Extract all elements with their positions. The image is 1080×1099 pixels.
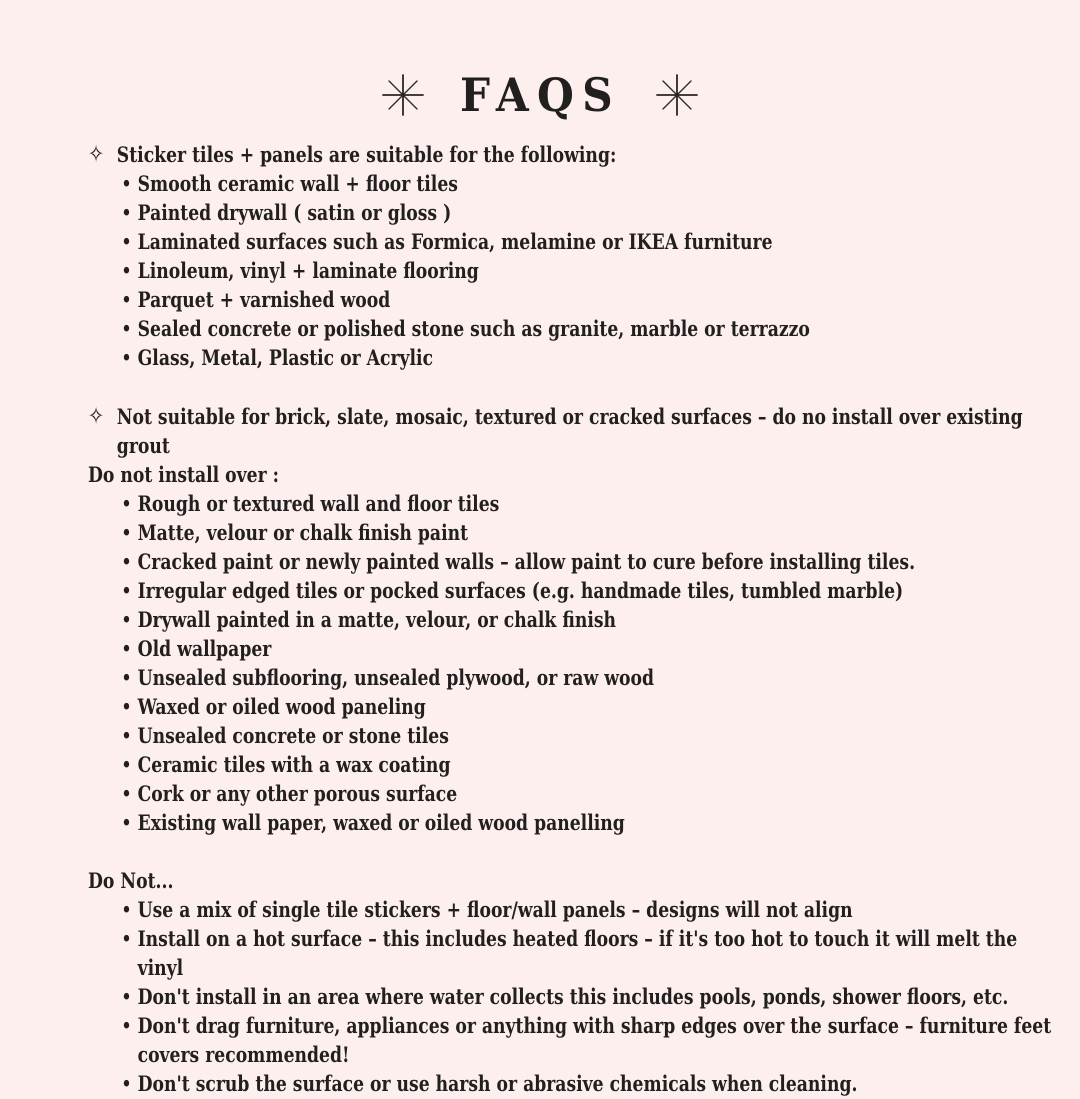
list-item-text: Smooth ceramic wall + floor tiles	[137, 172, 458, 197]
list-item-text: Unsealed subflooring, unsealed plywood, or raw wood	[137, 666, 655, 691]
bullet-icon: •	[121, 522, 132, 544]
section-heading: Sticker tiles + panels are suitable for the following:	[116, 143, 617, 168]
list-item-text: Matte, velour or chalk finish paint	[137, 521, 469, 546]
list-item-text: Rough or textured wall and floor tiles	[137, 492, 500, 517]
list-item-text: Laminated surfaces such as Formica, melamine or IKEA furniture	[137, 230, 773, 255]
list-item-text: Drywall painted in a matte, velour, or chalk finish	[137, 608, 617, 633]
bullet-icon: •	[121, 638, 132, 660]
list-item	[122, 606, 1060, 635]
bullet-icon: •	[121, 289, 132, 311]
list-item	[122, 925, 1060, 983]
list-item-text: Waxed or oiled wood paneling	[137, 695, 426, 720]
bullet-icon: •	[121, 202, 132, 224]
bullet-icon: •	[121, 696, 132, 718]
list-item	[122, 809, 1060, 838]
bullet-icon: •	[121, 754, 132, 776]
list-item	[122, 199, 1060, 228]
bullet-icon: •	[121, 173, 132, 195]
list-item	[122, 983, 1060, 1012]
list-item	[122, 344, 1060, 373]
bullet-icon: •	[121, 928, 132, 950]
bullet-icon: •	[121, 1015, 132, 1037]
list-item-text: Ceramic tiles with a wax coating	[137, 753, 451, 778]
list-item-text: Sealed concrete or polished stone such as granite, marble or terrazzo	[137, 317, 810, 342]
list-item-text: Irregular edged tiles or pocked surfaces (e.g. handmade tiles, tumbled marble)	[137, 579, 904, 604]
list-item	[122, 257, 1060, 286]
list-item-text: Glass, Metal, Plastic or Acrylic	[137, 346, 434, 371]
list-item-text: Parquet + varnished wood	[137, 288, 391, 313]
list-item-text: Existing wall paper, waxed or oiled wood panelling	[137, 811, 625, 836]
section-heading-row	[88, 402, 1060, 461]
list-item	[122, 1012, 1060, 1070]
sparkle-icon	[655, 73, 699, 117]
list-item	[122, 315, 1060, 344]
list-item	[122, 722, 1060, 751]
bullet-icon: •	[121, 493, 132, 515]
list-item-text: Painted drywall ( satin or gloss )	[137, 201, 452, 226]
list-item	[122, 228, 1060, 257]
title-row	[0, 0, 1080, 122]
section-heading: Do Not...	[88, 869, 174, 894]
list-item	[122, 1070, 1060, 1099]
bullet-icon: •	[121, 318, 132, 340]
bullet-icon: •	[121, 231, 132, 253]
diamond-icon: ✧	[88, 402, 105, 430]
list-item-text: Install on a hot surface – this includes heated floors – if it's too hot to touch it will melt the vinyl	[137, 927, 1018, 981]
diamond-icon: ✧	[88, 140, 105, 168]
bullet-icon: •	[121, 1073, 132, 1095]
list-item-text: Unsealed concrete or stone tiles	[137, 724, 449, 749]
list-item-text: Cracked paint or newly painted walls – allow paint to cure before installing tiles.	[137, 550, 916, 575]
bullet-icon: •	[121, 551, 132, 573]
list-item-text: Don't scrub the surface or use harsh or abrasive chemicals when cleaning.	[137, 1072, 858, 1097]
list-item	[122, 635, 1060, 664]
list-item	[122, 577, 1060, 606]
section-subheading: Do not install over :	[88, 463, 279, 488]
sparkle-icon	[381, 73, 425, 117]
faq-section	[88, 140, 1060, 373]
bullet-icon: •	[121, 580, 132, 602]
faq-sections	[88, 140, 1060, 1099]
list-item-text: Don't drag furniture, appliances or anything with sharp edges over the surface – furniture feet covers recommended!	[137, 1014, 1052, 1068]
bullet-icon: •	[121, 347, 132, 369]
list-item	[122, 548, 1060, 577]
list-item-text: Cork or any other porous surface	[137, 782, 458, 807]
list-item	[122, 519, 1060, 548]
bullet-list	[88, 896, 1060, 1099]
list-item-text: Old wallpaper	[137, 637, 272, 662]
list-item	[122, 693, 1060, 722]
bullet-icon: •	[121, 609, 132, 631]
bullet-icon: •	[121, 899, 132, 921]
list-item	[122, 490, 1060, 519]
faq-section	[88, 867, 1060, 1099]
section-heading: Not suitable for brick, slate, mosaic, textured or cracked surfaces – do no install over existing grout	[116, 405, 1023, 459]
bullet-list	[88, 170, 1060, 373]
page-title: FAQS	[459, 68, 621, 122]
bullet-icon: •	[121, 260, 132, 282]
list-item	[122, 751, 1060, 780]
list-item-text: Linoleum, vinyl + laminate flooring	[137, 259, 479, 284]
bullet-icon: •	[121, 812, 132, 834]
bullet-icon: •	[121, 667, 132, 689]
list-item-text: Don't install in an area where water collects this includes pools, ponds, shower floors, etc.	[137, 985, 1009, 1010]
list-item	[122, 896, 1060, 925]
list-item	[122, 780, 1060, 809]
bullet-icon: •	[121, 725, 132, 747]
bullet-icon: •	[121, 986, 132, 1008]
list-item	[122, 170, 1060, 199]
section-heading-row	[88, 867, 1060, 896]
list-item-text: Use a mix of single tile stickers + floor/wall panels – designs will not align	[137, 898, 853, 923]
section-heading-row	[88, 140, 1060, 170]
faq-section	[88, 402, 1060, 838]
bullet-icon: •	[121, 783, 132, 805]
bullet-list	[88, 490, 1060, 838]
list-item	[122, 286, 1060, 315]
list-item	[122, 664, 1060, 693]
